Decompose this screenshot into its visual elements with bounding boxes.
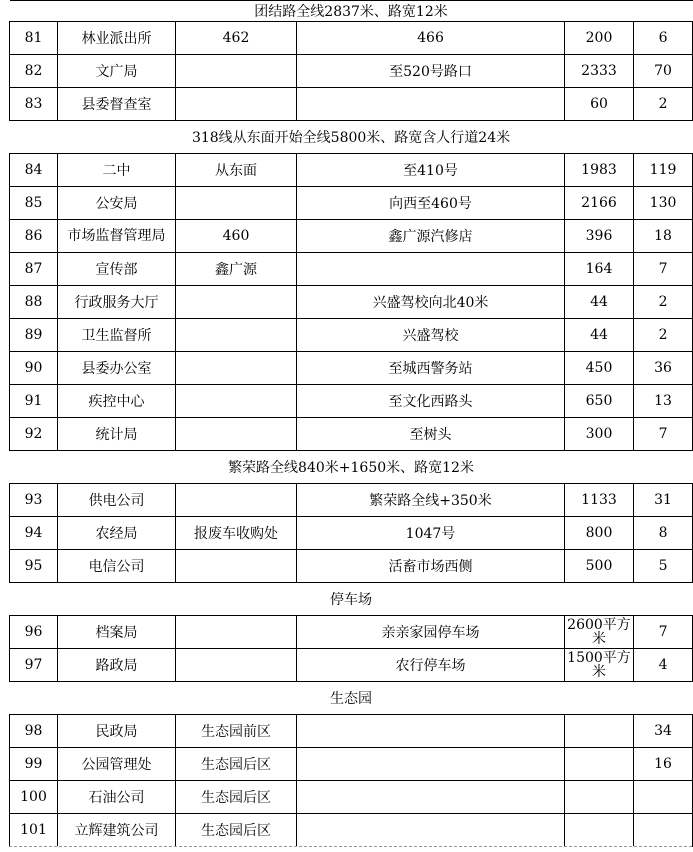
length-cell[interactable] xyxy=(565,814,634,847)
table-row xyxy=(10,616,693,649)
road-range-cell[interactable]: 兴盛驾校向北40米 xyxy=(297,286,565,319)
count-cell[interactable]: 4 xyxy=(634,649,693,682)
road-range-cell[interactable] xyxy=(297,253,565,286)
count-cell[interactable]: 5 xyxy=(634,550,693,583)
count-cell[interactable]: 2 xyxy=(634,319,693,352)
start-point-cell[interactable] xyxy=(176,550,297,583)
length-cell[interactable] xyxy=(565,781,634,814)
length-cell[interactable]: 450 xyxy=(565,352,634,385)
start-point-cell[interactable]: 报废车收购处 xyxy=(176,517,297,550)
count-cell[interactable]: 2 xyxy=(634,88,693,121)
unit-name-cell[interactable]: 文广局 xyxy=(58,55,176,88)
road-range-cell[interactable]: 农行停车场 xyxy=(297,649,565,682)
row-number-cell[interactable]: 84 xyxy=(10,154,58,187)
row-number-cell[interactable]: 81 xyxy=(10,22,58,55)
road-range-cell[interactable] xyxy=(297,814,565,847)
unit-name-cell[interactable]: 市场监督管理局 xyxy=(58,220,176,253)
table-row xyxy=(10,484,693,517)
length-cell[interactable]: 1983 xyxy=(565,154,634,187)
count-cell[interactable]: 16 xyxy=(634,748,693,781)
count-cell[interactable]: 8 xyxy=(634,517,693,550)
count-cell[interactable] xyxy=(634,781,693,814)
row-number-cell[interactable]: 87 xyxy=(10,253,58,286)
length-cell[interactable] xyxy=(565,748,634,781)
table-row xyxy=(10,55,693,88)
count-cell[interactable]: 34 xyxy=(634,715,693,748)
count-cell[interactable] xyxy=(634,814,693,847)
start-point-cell[interactable]: 460 xyxy=(176,220,297,253)
start-point-cell[interactable] xyxy=(176,649,297,682)
row-number-cell[interactable]: 85 xyxy=(10,187,58,220)
table-row xyxy=(10,88,693,121)
table-row xyxy=(10,748,693,781)
start-point-cell[interactable]: 生态园前区 xyxy=(176,715,297,748)
length-cell[interactable]: 800 xyxy=(565,517,634,550)
unit-name-cell[interactable]: 行政服务大厅 xyxy=(58,286,176,319)
table-row xyxy=(10,220,693,253)
road-range-cell[interactable]: 亲亲家园停车场 xyxy=(297,616,565,649)
row-number-cell[interactable]: 95 xyxy=(10,550,58,583)
table-row xyxy=(10,286,693,319)
table-row xyxy=(10,154,693,187)
row-number-cell[interactable]: 97 xyxy=(10,649,58,682)
start-point-cell[interactable]: 生态园后区 xyxy=(176,814,297,847)
road-range-cell[interactable]: 兴盛驾校 xyxy=(297,319,565,352)
length-cell[interactable]: 44 xyxy=(565,286,634,319)
start-point-cell[interactable] xyxy=(176,616,297,649)
count-cell[interactable]: 13 xyxy=(634,385,693,418)
assignment-table xyxy=(9,0,693,847)
road-range-cell[interactable]: 至410号 xyxy=(297,154,565,187)
unit-name-cell[interactable]: 统计局 xyxy=(58,418,176,451)
length-cell[interactable]: 1500平方米 xyxy=(565,649,634,682)
count-cell[interactable]: 2 xyxy=(634,286,693,319)
count-cell[interactable]: 36 xyxy=(634,352,693,385)
start-point-cell[interactable]: 从东面 xyxy=(176,154,297,187)
row-number-cell[interactable]: 89 xyxy=(10,319,58,352)
length-cell[interactable]: 2600平方米 xyxy=(565,616,634,649)
table-row xyxy=(10,550,693,583)
road-range-cell[interactable] xyxy=(297,748,565,781)
table-row xyxy=(10,781,693,814)
length-cell[interactable]: 650 xyxy=(565,385,634,418)
length-cell[interactable]: 300 xyxy=(565,418,634,451)
row-number-cell[interactable]: 90 xyxy=(10,352,58,385)
road-range-cell[interactable]: 繁荣路全线+350米 xyxy=(297,484,565,517)
table-row xyxy=(10,715,693,748)
table-row xyxy=(10,385,693,418)
length-cell[interactable]: 1133 xyxy=(565,484,634,517)
row-number-cell[interactable]: 88 xyxy=(10,286,58,319)
section-heading-row xyxy=(10,1,693,22)
start-point-cell[interactable]: 生态园后区 xyxy=(176,781,297,814)
unit-name-cell[interactable]: 电信公司 xyxy=(58,550,176,583)
section-heading[interactable]: 停车场 xyxy=(10,583,693,616)
start-point-cell[interactable]: 462 xyxy=(176,22,297,55)
unit-name-cell[interactable]: 档案局 xyxy=(58,616,176,649)
start-point-cell[interactable] xyxy=(176,88,297,121)
count-cell[interactable]: 7 xyxy=(634,418,693,451)
count-cell[interactable]: 6 xyxy=(634,22,693,55)
unit-name-cell[interactable]: 公安局 xyxy=(58,187,176,220)
row-number-cell[interactable]: 92 xyxy=(10,418,58,451)
table-row xyxy=(10,187,693,220)
unit-name-cell[interactable]: 疾控中心 xyxy=(58,385,176,418)
length-cell[interactable]: 164 xyxy=(565,253,634,286)
row-number-cell[interactable]: 86 xyxy=(10,220,58,253)
unit-name-cell[interactable]: 林业派出所 xyxy=(58,22,176,55)
count-cell[interactable]: 70 xyxy=(634,55,693,88)
start-point-cell[interactable] xyxy=(176,187,297,220)
unit-name-cell[interactable]: 供电公司 xyxy=(58,484,176,517)
row-number-cell[interactable]: 98 xyxy=(10,715,58,748)
table-row xyxy=(10,814,693,847)
section-heading-row xyxy=(10,121,693,154)
unit-name-cell[interactable]: 民政局 xyxy=(58,715,176,748)
unit-name-cell[interactable]: 公园管理处 xyxy=(58,748,176,781)
unit-name-cell[interactable]: 县委办公室 xyxy=(58,352,176,385)
road-range-cell[interactable]: 466 xyxy=(297,22,565,55)
length-cell[interactable]: 2333 xyxy=(565,55,634,88)
unit-name-cell[interactable]: 县委督查室 xyxy=(58,88,176,121)
row-number-cell[interactable]: 93 xyxy=(10,484,58,517)
road-range-cell[interactable]: 1047号 xyxy=(297,517,565,550)
section-heading[interactable]: 团结路全线2837米、路宽12米 xyxy=(10,1,693,22)
length-cell[interactable]: 500 xyxy=(565,550,634,583)
start-point-cell[interactable] xyxy=(176,352,297,385)
unit-name-cell[interactable]: 宣传部 xyxy=(58,253,176,286)
row-number-cell[interactable]: 83 xyxy=(10,88,58,121)
table-row xyxy=(10,22,693,55)
row-number-cell[interactable]: 82 xyxy=(10,55,58,88)
row-number-cell[interactable]: 99 xyxy=(10,748,58,781)
unit-name-cell[interactable]: 立辉建筑公司 xyxy=(58,814,176,847)
row-number-cell[interactable]: 100 xyxy=(10,781,58,814)
table-row xyxy=(10,418,693,451)
section-heading-row xyxy=(10,682,693,715)
start-point-cell[interactable] xyxy=(176,385,297,418)
road-range-cell[interactable]: 至城西警务站 xyxy=(297,352,565,385)
unit-name-cell[interactable]: 二中 xyxy=(58,154,176,187)
start-point-cell[interactable]: 生态园后区 xyxy=(176,748,297,781)
start-point-cell[interactable] xyxy=(176,55,297,88)
length-cell[interactable]: 60 xyxy=(565,88,634,121)
length-cell[interactable] xyxy=(565,715,634,748)
table-row xyxy=(10,253,693,286)
sheet-bottom-edge xyxy=(9,846,692,852)
road-range-cell[interactable]: 至文化西路头 xyxy=(297,385,565,418)
unit-name-cell[interactable]: 农经局 xyxy=(58,517,176,550)
length-cell[interactable]: 2166 xyxy=(565,187,634,220)
count-cell[interactable]: 31 xyxy=(634,484,693,517)
road-range-cell[interactable]: 活畜市场西侧 xyxy=(297,550,565,583)
length-cell[interactable]: 44 xyxy=(565,319,634,352)
table-row xyxy=(10,517,693,550)
table-row xyxy=(10,319,693,352)
row-number-cell[interactable]: 94 xyxy=(10,517,58,550)
section-heading[interactable]: 繁荣路全线840米+1650米、路宽12米 xyxy=(10,451,693,484)
row-header-strip xyxy=(0,0,9,851)
row-number-cell[interactable]: 91 xyxy=(10,385,58,418)
length-cell[interactable]: 396 xyxy=(565,220,634,253)
count-cell[interactable]: 7 xyxy=(634,253,693,286)
road-range-cell[interactable] xyxy=(297,781,565,814)
start-point-cell[interactable] xyxy=(176,319,297,352)
table-row xyxy=(10,352,693,385)
count-cell[interactable]: 130 xyxy=(634,187,693,220)
unit-name-cell[interactable]: 石油公司 xyxy=(58,781,176,814)
unit-name-cell[interactable]: 卫生监督所 xyxy=(58,319,176,352)
table-row xyxy=(10,649,693,682)
count-cell[interactable]: 119 xyxy=(634,154,693,187)
row-number-cell[interactable]: 101 xyxy=(10,814,58,847)
road-range-cell[interactable]: 至树头 xyxy=(297,418,565,451)
road-range-cell[interactable]: 向西至460号 xyxy=(297,187,565,220)
section-heading-row xyxy=(10,451,693,484)
length-cell[interactable]: 200 xyxy=(565,22,634,55)
section-heading[interactable]: 生态园 xyxy=(10,682,693,715)
start-point-cell[interactable]: 鑫广源 xyxy=(176,253,297,286)
road-range-cell[interactable] xyxy=(297,715,565,748)
road-range-cell[interactable]: 至520号路口 xyxy=(297,55,565,88)
count-cell[interactable]: 18 xyxy=(634,220,693,253)
row-number-cell[interactable]: 96 xyxy=(10,616,58,649)
count-cell[interactable]: 7 xyxy=(634,616,693,649)
section-heading[interactable]: 318线从东面开始全线5800米、路宽含人行道24米 xyxy=(10,121,693,154)
start-point-cell[interactable] xyxy=(176,286,297,319)
start-point-cell[interactable] xyxy=(176,418,297,451)
unit-name-cell[interactable]: 路政局 xyxy=(58,649,176,682)
road-range-cell[interactable] xyxy=(297,88,565,121)
road-range-cell[interactable]: 鑫广源汽修店 xyxy=(297,220,565,253)
section-heading-row xyxy=(10,583,693,616)
start-point-cell[interactable] xyxy=(176,484,297,517)
